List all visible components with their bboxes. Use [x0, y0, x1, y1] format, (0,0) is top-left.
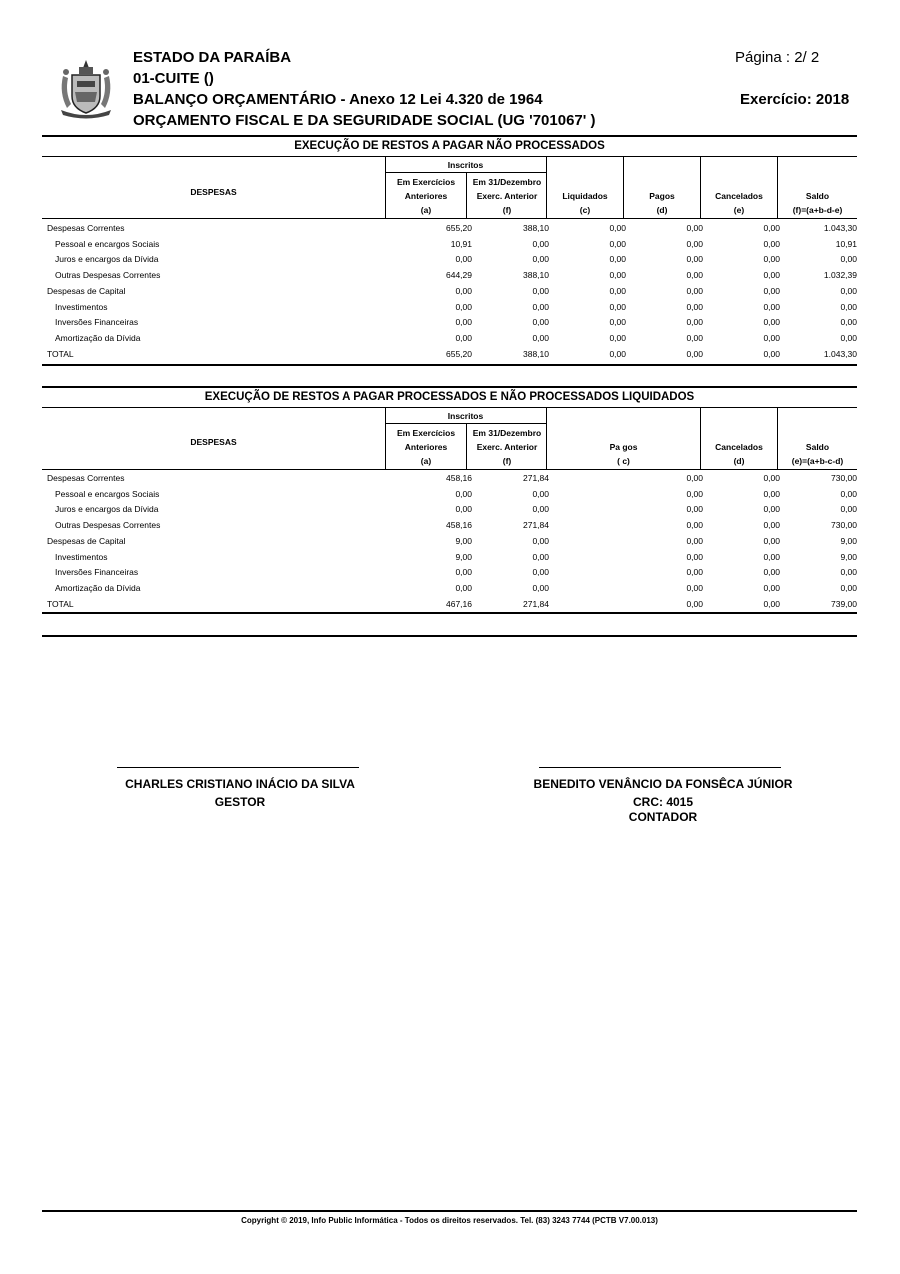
row-value: 0,00: [763, 348, 780, 359]
row-value: 467,16: [446, 598, 472, 609]
coat-of-arms-emblem: [55, 58, 117, 120]
row-value: 0,00: [686, 473, 703, 483]
row-value: 0,00: [609, 270, 626, 281]
row-value: 0,00: [763, 598, 780, 609]
section1-col-d-header: Pagos (d): [649, 191, 675, 215]
table-row: [42, 520, 857, 536]
row-value: 0,00: [763, 473, 780, 483]
footer-rule: [42, 1210, 857, 1212]
row-value: 0,00: [763, 285, 780, 296]
row-value: 0,00: [455, 567, 472, 578]
row-value: 0,00: [840, 332, 857, 343]
row-value: 0,00: [763, 535, 780, 546]
row-value: 0,00: [686, 254, 703, 265]
row-value: 0,00: [455, 504, 472, 515]
left-signature-line: [117, 767, 359, 768]
section1-bottom-rule: [42, 364, 857, 366]
row-label: Outras Despesas Correntes: [55, 270, 161, 281]
row-label: Juros e encargos da Dívida: [55, 254, 159, 265]
row-value: 0,00: [686, 348, 703, 359]
table-row: [42, 583, 857, 599]
row-value: 0,00: [763, 223, 780, 233]
section1-header-rule: [42, 218, 857, 219]
section2-col-a-header: Em Exercícios Anteriores (a): [396, 428, 456, 466]
section1-col-c-header: Liquidados (c): [562, 191, 608, 215]
row-value: 0,00: [686, 504, 703, 515]
header-unit: 01-CUITE (): [133, 70, 214, 87]
row-value: 0,00: [532, 582, 549, 593]
row-value: 0,00: [686, 535, 703, 546]
row-label: Inversões Financeiras: [55, 317, 139, 328]
row-value: 9,00: [840, 535, 857, 546]
row-value: 0,00: [455, 332, 472, 343]
section2-inscritos-header: Inscritos: [447, 411, 484, 421]
section2-col-d-header: Cancelados (d): [715, 442, 763, 466]
row-value: 0,00: [763, 520, 780, 531]
row-value: 0,00: [686, 567, 703, 578]
section1-inscritos-header: Inscritos: [447, 160, 484, 170]
row-value: 0,00: [609, 223, 626, 233]
table-row: [42, 223, 857, 239]
table-row: [42, 302, 857, 318]
row-value: 0,00: [455, 254, 472, 265]
left-signatory-name: CHARLES CRISTIANO INÁCIO DA SILVA: [125, 777, 355, 791]
row-value: 388,10: [523, 223, 549, 233]
row-label: TOTAL: [47, 348, 74, 359]
row-value: 271,84: [523, 520, 549, 531]
row-value: 271,84: [523, 473, 549, 483]
row-value: 0,00: [763, 567, 780, 578]
row-label: Pessoal e encargos Sociais: [55, 238, 160, 249]
section2-col-c-header: Pa gos ( c): [609, 442, 638, 466]
section1-title: EXECUÇÃO DE RESTOS A PAGAR NÃO PROCESSADOS: [294, 140, 605, 152]
section2-end-rule: [42, 635, 857, 637]
fiscal-year: Exercício: 2018: [740, 91, 850, 108]
table-row: [42, 239, 857, 255]
row-value: 0,00: [609, 254, 626, 265]
row-label: Pessoal e encargos Sociais: [55, 488, 160, 499]
footer-copyright: Copyright © 2019, Info Public Informática - Todos os direitos reservados. Tel. (83) 3243 7744 (PCTB V7.00.013): [241, 1216, 658, 1225]
row-value: 0,00: [532, 535, 549, 546]
row-value: 0,00: [532, 238, 549, 249]
row-value: 0,00: [609, 317, 626, 328]
table-row: [42, 567, 857, 583]
row-value: 0,00: [763, 317, 780, 328]
row-value: 388,10: [523, 348, 549, 359]
row-value: 0,00: [686, 598, 703, 609]
section2-top-rule: [42, 386, 857, 388]
row-value: 0,00: [686, 301, 703, 312]
header-budget-scope: ORÇAMENTO FISCAL E DA SEGURIDADE SOCIAL (UG '701067' ): [133, 112, 596, 129]
table-row: [42, 317, 857, 333]
row-label: Juros e encargos da Dívida: [55, 504, 159, 515]
table-row: [42, 504, 857, 520]
row-value: 0,00: [686, 317, 703, 328]
section2-header-rule: [42, 469, 857, 470]
row-label: TOTAL: [47, 598, 74, 609]
row-value: 0,00: [840, 317, 857, 328]
row-value: 9,00: [455, 551, 472, 562]
row-value: 0,00: [455, 317, 472, 328]
row-value: 0,00: [532, 301, 549, 312]
row-value: 0,00: [455, 301, 472, 312]
table-row: [42, 536, 857, 552]
row-value: 0,00: [609, 301, 626, 312]
row-value: 644,29: [446, 270, 472, 281]
section1-col-a-header: Em Exercícios Anteriores (a): [396, 177, 456, 215]
row-value: 655,20: [446, 223, 472, 233]
row-value: 0,00: [686, 582, 703, 593]
row-label: Despesas Correntes: [47, 223, 125, 233]
row-value: 10,91: [450, 238, 472, 249]
right-signature-line: [539, 767, 781, 768]
row-value: 1.043,30: [823, 223, 857, 233]
row-value: 1.032,39: [823, 270, 857, 281]
row-value: 0,00: [686, 520, 703, 531]
row-value: 0,00: [532, 317, 549, 328]
header-state: ESTADO DA PARAÍBA: [133, 49, 292, 66]
row-value: 9,00: [840, 551, 857, 562]
row-value: 0,00: [686, 223, 703, 233]
row-value: 0,00: [763, 332, 780, 343]
row-value: 0,00: [763, 551, 780, 562]
table-row: [42, 333, 857, 349]
row-value: 739,00: [831, 598, 857, 609]
row-value: 0,00: [532, 285, 549, 296]
row-label: Amortização da Dívida: [55, 332, 141, 343]
row-value: 1.043,30: [823, 348, 857, 359]
header-report-title: BALANÇO ORÇAMENTÁRIO - Anexo 12 Lei 4.320 de 1964: [133, 91, 543, 108]
row-value: 388,10: [523, 270, 549, 281]
left-signatory-role: GESTOR: [214, 795, 266, 809]
row-value: 458,16: [446, 473, 472, 483]
row-value: 0,00: [609, 348, 626, 359]
row-value: 0,00: [840, 301, 857, 312]
row-label: Outras Despesas Correntes: [55, 520, 161, 531]
row-value: 0,00: [763, 582, 780, 593]
row-value: 0,00: [455, 488, 472, 499]
table-row: [42, 349, 857, 365]
right-signatory-crc: CRC: 4015: [632, 795, 694, 809]
row-value: 10,91: [835, 238, 857, 249]
table-row: [42, 254, 857, 270]
row-value: 0,00: [840, 567, 857, 578]
page-number: Página : 2/ 2: [735, 49, 820, 66]
section2-col-saldo-header: Saldo (e)=(a+b-c-d): [791, 442, 844, 466]
right-signatory-role: CONTADOR: [628, 810, 698, 824]
right-signatory-name: BENEDITO VENÂNCIO DA FONSÊCA JÚNIOR: [533, 777, 793, 791]
row-value: 0,00: [763, 504, 780, 515]
row-value: 0,00: [840, 582, 857, 593]
row-label: Despesas de Capital: [47, 285, 126, 296]
row-label: Investimentos: [55, 551, 108, 562]
row-label: Amortização da Dívida: [55, 582, 141, 593]
section1-top-rule: [42, 135, 857, 137]
section1-col-saldo-header: Saldo (f)=(a+b-d-e): [792, 191, 843, 215]
row-value: 0,00: [686, 285, 703, 296]
row-label: Investimentos: [55, 301, 108, 312]
section1-col-f-header: Em 31/Dezembro Exerc. Anterior (f): [472, 177, 542, 215]
section2-despesas-header: DESPESAS: [190, 437, 237, 447]
row-value: 0,00: [763, 238, 780, 249]
row-value: 730,00: [831, 520, 857, 531]
row-value: 0,00: [840, 504, 857, 515]
table-row: [42, 286, 857, 302]
row-label: Despesas de Capital: [47, 535, 126, 546]
row-value: 0,00: [840, 488, 857, 499]
row-value: 0,00: [763, 254, 780, 265]
row-value: 0,00: [455, 582, 472, 593]
table-row: [42, 552, 857, 568]
row-value: 0,00: [532, 567, 549, 578]
row-value: 0,00: [532, 551, 549, 562]
table-row: [42, 473, 857, 489]
table-row: [42, 489, 857, 505]
row-value: 0,00: [686, 551, 703, 562]
table-row: [42, 270, 857, 286]
row-value: 0,00: [686, 238, 703, 249]
section1-col-e-header: Cancelados (e): [715, 191, 763, 215]
section1-despesas-header: DESPESAS: [190, 187, 237, 197]
row-value: 0,00: [532, 332, 549, 343]
section2-bottom-rule: [42, 612, 857, 614]
row-label: Despesas Correntes: [47, 473, 125, 483]
row-value: 0,00: [609, 285, 626, 296]
row-value: 0,00: [532, 488, 549, 499]
section2-title-rule: [42, 407, 857, 408]
row-value: 458,16: [446, 520, 472, 531]
row-value: 730,00: [831, 473, 857, 483]
row-value: 0,00: [609, 238, 626, 249]
row-value: 655,20: [446, 348, 472, 359]
row-value: 0,00: [686, 332, 703, 343]
row-value: 0,00: [686, 488, 703, 499]
row-value: 0,00: [763, 301, 780, 312]
section1-title-rule: [42, 156, 857, 157]
row-value: 0,00: [763, 270, 780, 281]
row-value: 0,00: [686, 270, 703, 281]
section2-title: EXECUÇÃO DE RESTOS A PAGAR PROCESSADOS E NÃO PROCESSADOS LIQUIDADOS: [204, 391, 695, 403]
row-value: 9,00: [455, 535, 472, 546]
row-value: 0,00: [532, 504, 549, 515]
row-value: 0,00: [840, 285, 857, 296]
row-value: 0,00: [532, 254, 549, 265]
row-value: 271,84: [523, 598, 549, 609]
row-label: Inversões Financeiras: [55, 567, 139, 578]
row-value: 0,00: [609, 332, 626, 343]
row-value: 0,00: [455, 285, 472, 296]
row-value: 0,00: [840, 254, 857, 265]
section2-col-f-header: Em 31/Dezembro Exerc. Anterior (f): [472, 428, 542, 466]
row-value: 0,00: [763, 488, 780, 499]
